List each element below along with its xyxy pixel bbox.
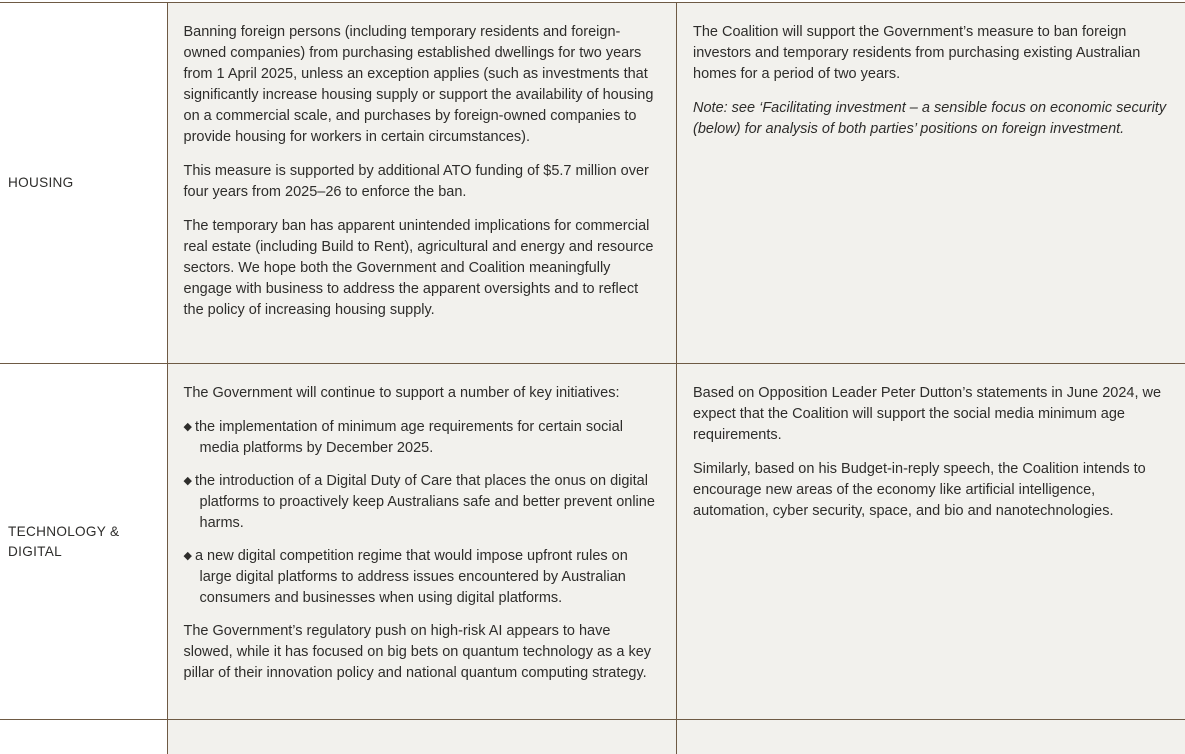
category-cell-technology-digital — [0, 364, 168, 719]
government-paragraph: This measure is supported by additional ATO funding of $5.7 million over four years from 2025–26 to enforce the ban. — [183, 163, 649, 200]
coalition-paragraph: Based on Opposition Leader Peter Dutton’s statements in June 2024, we expect that the Coalition will support the social media minimum age requirements. — [693, 385, 1162, 443]
policy-comparison-table — [0, 2, 1185, 726]
category-label: HOUSING — [8, 175, 74, 190]
category-label: TECHNOLOGY & DIGITAL — [8, 523, 120, 559]
bullet-text: the introduction of a Digital Duty of Care that places the onus on digital platforms to proactively keep Australians safe and better prevent online harms. — [194, 473, 655, 531]
category-cell-housing — [0, 3, 168, 363]
category-cell-partial — [0, 720, 168, 754]
coalition-paragraph: Similarly, based on his Budget-in-reply speech, the Coalition intends to encourage new areas of the economy like artificial intelligence, automation, cyber security, space, and bio and nanotechnologies. — [693, 461, 1146, 519]
government-outro: The Government’s regulatory push on high-risk AI appears to have slowed, while it has focused on big bets on quantum technology as a key pillar of their innovation policy and national quantum computing strategy. — [183, 623, 652, 681]
government-cell-partial — [168, 720, 678, 754]
coalition-note: Note: see ‘Facilitating investment – a sensible focus on economic security (below) for analysis of both parties’ positions on foreign investment. — [693, 100, 1167, 137]
government-cell-housing — [168, 3, 678, 363]
bullet-item — [184, 471, 661, 534]
bullet-text: a new digital competition regime that would impose upfront rules on large digital platforms to address issues encountered by Australian consumers and businesses when using digital platforms. — [194, 548, 628, 606]
coalition-cell-technology-digital — [677, 364, 1185, 719]
government-cell-technology-digital — [168, 364, 678, 719]
diamond-bullet-icon: ◆ — [183, 549, 192, 562]
bullet-item — [184, 546, 661, 609]
coalition-cell-housing — [677, 3, 1185, 363]
government-paragraph: Banning foreign persons (including temporary residents and foreign-owned companies) from purchasing established dwellings for two years from 1 April 2025, unless an exception applies (such as investments that significantly increase housing supply or support the availability of housing on a commercial scale, and purchases by foreign-owned companies to provide housing for workers in certain circumstances). — [183, 24, 654, 145]
coalition-paragraph: The Coalition will support the Government’s measure to ban foreign investors and temporary residents from purchasing existing Australian homes for a period of two years. — [693, 24, 1141, 82]
diamond-bullet-icon: ◆ — [183, 474, 192, 487]
diamond-bullet-icon: ◆ — [183, 420, 192, 433]
table-row-housing — [0, 2, 1185, 363]
coalition-cell-partial — [677, 720, 1185, 754]
table-row-technology-digital — [0, 363, 1185, 719]
table-row-partial-next — [0, 719, 1185, 726]
government-paragraph: The temporary ban has apparent unintended implications for commercial real estate (including Build to Rent), agricultural and energy and resource sectors. We hope both the Government and Coalition meaningfully engage with business to address the apparent oversights and to reflect the policy of increasing housing supply. — [183, 218, 654, 318]
bullet-text: the implementation of minimum age requirements for certain social media platforms by December 2025. — [194, 419, 623, 456]
government-intro: The Government will continue to support a number of key initiatives: — [183, 385, 620, 401]
bullet-item — [184, 417, 661, 459]
